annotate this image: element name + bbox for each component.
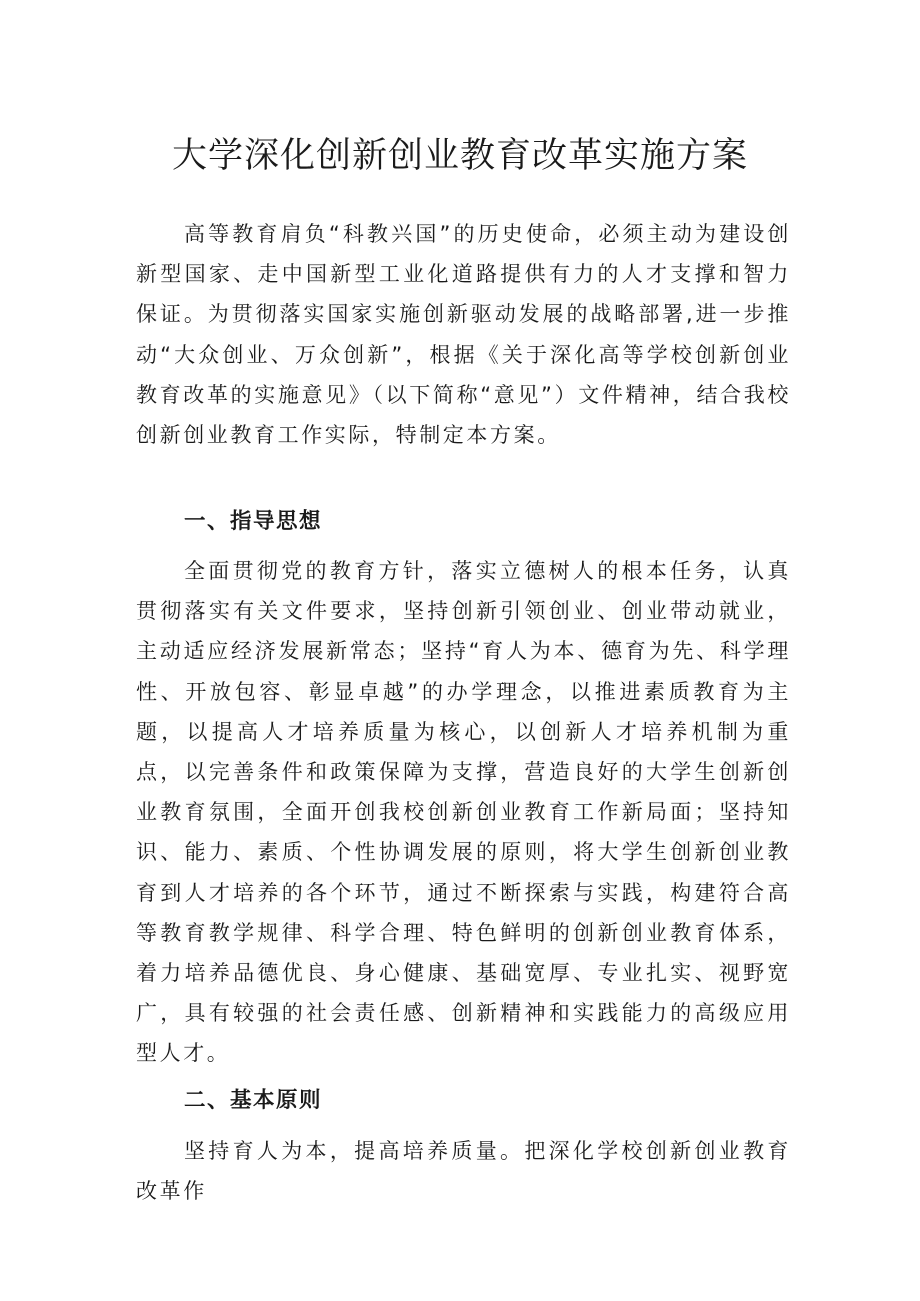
section-heading-basic-principles: 二、基本原则 [184, 1088, 323, 1113]
section-heading-guiding-ideology: 一、指导思想 [184, 509, 323, 534]
section-paragraph-basic-principles: 坚持育人为本，提高培养质量。把深化学校创新创业教育改革作 [136, 1139, 791, 1204]
document-title: 大学深化创新创业教育改革实施方案 [171, 136, 748, 176]
section-paragraph-guiding-ideology: 全面贯彻党的教育方针，落实立德树人的根本任务，认真贯彻落实有关文件要求，坚持创新引领创业、创业带动就业，主动适应经济发展新常态；坚持“育人为本、德育为先、科学理性、开放包容、彰显卓越”的办学理念，以推进素质教育为主题，以提高人才培养质量为核心，以创新人才培养机制为重点，以完善条件和政策保障为支撑，营造良好的大学生创新创业教育氛围，全面开创我校创新创业教育工作新局面；坚持知识、能力、素质、个性协调发展的原则，将大学生创新创业教育到人才培养的各个环节，通过不断探索与实践，构建符合高等教育教学规律、科学合理、特色鲜明的创新创业教育体系，着力培养品德优良、身心健康、基础宽厚、专业扎实、视野宽广，具有较强的社会责任感、创新精神和实践能力的高级应用型人才。 [136, 559, 791, 1066]
intro-paragraph: 高等教育肩负“科教兴国”的历史使命，必须主动为建设创新型国家、走中国新型工业化道路提供有力的人才支撑和智力保证。为贯彻落实国家实施创新驱动发展的战略部署,进一步推动“大众创业、万众创新”，根据《关于深化高等学校创新创业教育改革的实施意见》（以下简称“意见”）文件精神，结合我校创新创业教育工作实际，特制定本方案。 [136, 222, 791, 448]
